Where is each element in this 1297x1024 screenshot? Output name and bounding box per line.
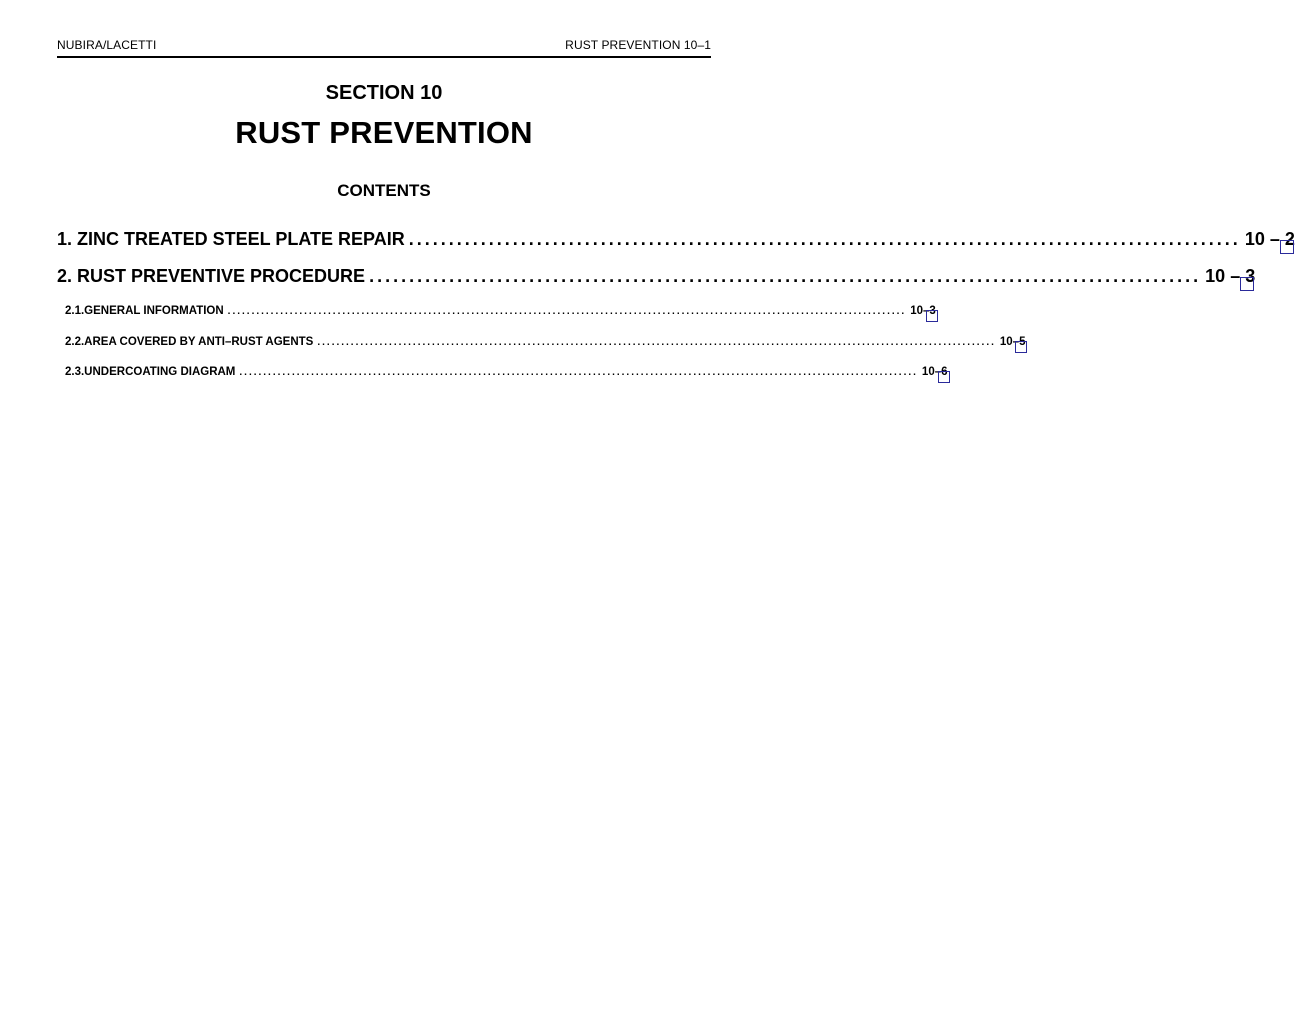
toc-leader-dots: .............................................................................................................................................. (239, 367, 918, 378)
toc-entry-undercoating-diagram[interactable] (65, 366, 948, 378)
toc-entry-label: 2.3.UNDERCOATING DIAGRAM (65, 366, 236, 378)
page-link-icon[interactable] (926, 310, 938, 322)
toc-page-number: 10–6 (922, 366, 950, 378)
page-header (57, 35, 711, 55)
toc-entry-general-information[interactable] (65, 305, 936, 317)
toc-page-number: 10 – 3 (1205, 266, 1257, 287)
toc-leader-dots: ........................................................................................................ (369, 266, 1202, 286)
toc-entry-label: 1. ZINC TREATED STEEL PLATE REPAIR (57, 229, 405, 249)
toc-leader-dots: .............................................................................................................................................. (317, 337, 996, 348)
page-link-icon[interactable] (938, 371, 950, 383)
toc-page-number: 10 – 2 (1245, 229, 1297, 250)
page-link-icon[interactable] (1280, 240, 1294, 254)
toc-entry-area-covered-by-anti-rust-agents[interactable] (65, 336, 1026, 348)
toc-entry-zinc-treated-steel-plate-repair[interactable] (57, 229, 1295, 250)
toc-entry-label: 2.1.GENERAL INFORMATION (65, 305, 224, 317)
page-link-icon[interactable] (1015, 341, 1027, 353)
header-left-text: NUBIRA/LACETTI (57, 38, 157, 52)
toc-entry-label: 2.2.AREA COVERED BY ANTI–RUST AGENTS (65, 336, 314, 348)
toc-page-number: 10–3 (910, 305, 938, 317)
page-link-icon[interactable] (1240, 277, 1254, 291)
toc-page-number: 10–5 (1000, 336, 1028, 348)
toc-entry-rust-preventive-procedure[interactable] (57, 266, 1256, 287)
header-right-text: RUST PREVENTION 10–1 (565, 38, 711, 52)
header-rule (57, 56, 711, 58)
toc-leader-dots: .............................................................................................................................................. (227, 306, 907, 317)
toc-entry-label: 2. RUST PREVENTIVE PROCEDURE (57, 266, 366, 286)
toc-leader-dots: ........................................................................................................ (408, 229, 1241, 249)
page-title: RUST PREVENTION (235, 115, 533, 150)
contents-heading: CONTENTS (337, 181, 431, 200)
section-label: SECTION 10 (325, 82, 443, 104)
